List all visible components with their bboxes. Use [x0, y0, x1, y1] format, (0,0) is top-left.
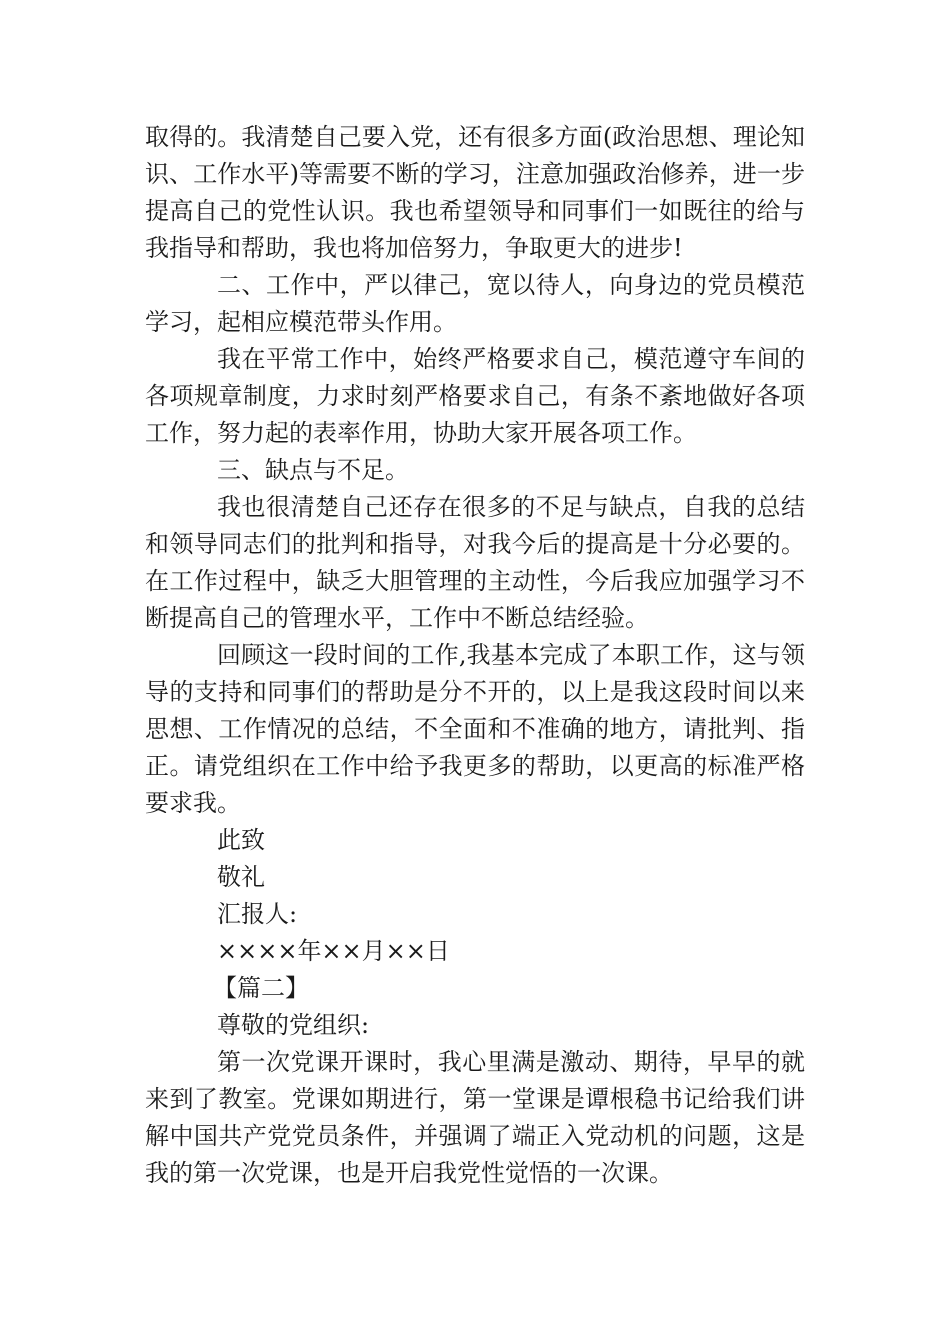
report-date: ××××年××月××日: [217, 937, 450, 965]
paragraph-review: 回顾这一段时间的工作,我基本完成了本职工作，这与领导的支持和同事们的帮助是分不开的，以上是我这段时间以来思想、工作情况的总结，不全面和不准确的地方，请批判、指正。请党组织在工作中给予我更多的帮助，以更高的标准严格要求我。: [145, 641, 805, 817]
paragraph-first-party-class: 第一次党课开课时，我心里满是激动、期待，早早的就来到了教室。党课如期进行，第一堂课是谭根稳书记给我们讲解中国共产党党员条件，并强调了端正入党动机的问题，这是我的第一次党课，也是开启我党性觉悟的一次课。: [145, 1048, 805, 1187]
reporter-label: 汇报人:: [217, 900, 298, 928]
closing-line-2: 敬礼: [217, 863, 265, 891]
document-body: [145, 119, 805, 1192]
section-heading-work: 二、工作中，严以律己，宽以待人，向身边的党员模范学习，起相应模范带头作用。: [145, 271, 805, 336]
section-title-part-two: 【篇二】: [213, 974, 309, 1002]
paragraph-shortcomings: 我也很清楚自己还存在很多的不足与缺点，自我的总结和领导同志们的批判和指导，对我今后的提高是十分必要的。在工作过程中，缺乏大胆管理的主动性，今后我应加强学习不断提高自己的管理水平，工作中不断总结经验。: [145, 493, 805, 632]
section-heading-shortcomings: 三、缺点与不足。: [217, 456, 409, 484]
closing-line-1: 此致: [217, 826, 265, 854]
paragraph-continuation: 取得的。我清楚自己要入党，还有很多方面(政治思想、理论知识、工作水平)等需要不断的学习，注意加强政治修养，进一步提高自己的党性认识。我也希望领导和同事们一如既往的给与我指导和帮助，我也将加倍努力，争取更大的进步!: [145, 123, 805, 262]
paragraph-work: 我在平常工作中，始终严格要求自己，模范遵守车间的各项规章制度，力求时刻严格要求自己，有条不紊地做好各项工作，努力起的表率作用，协助大家开展各项工作。: [145, 345, 805, 447]
salutation: 尊敬的党组织:: [217, 1011, 370, 1039]
